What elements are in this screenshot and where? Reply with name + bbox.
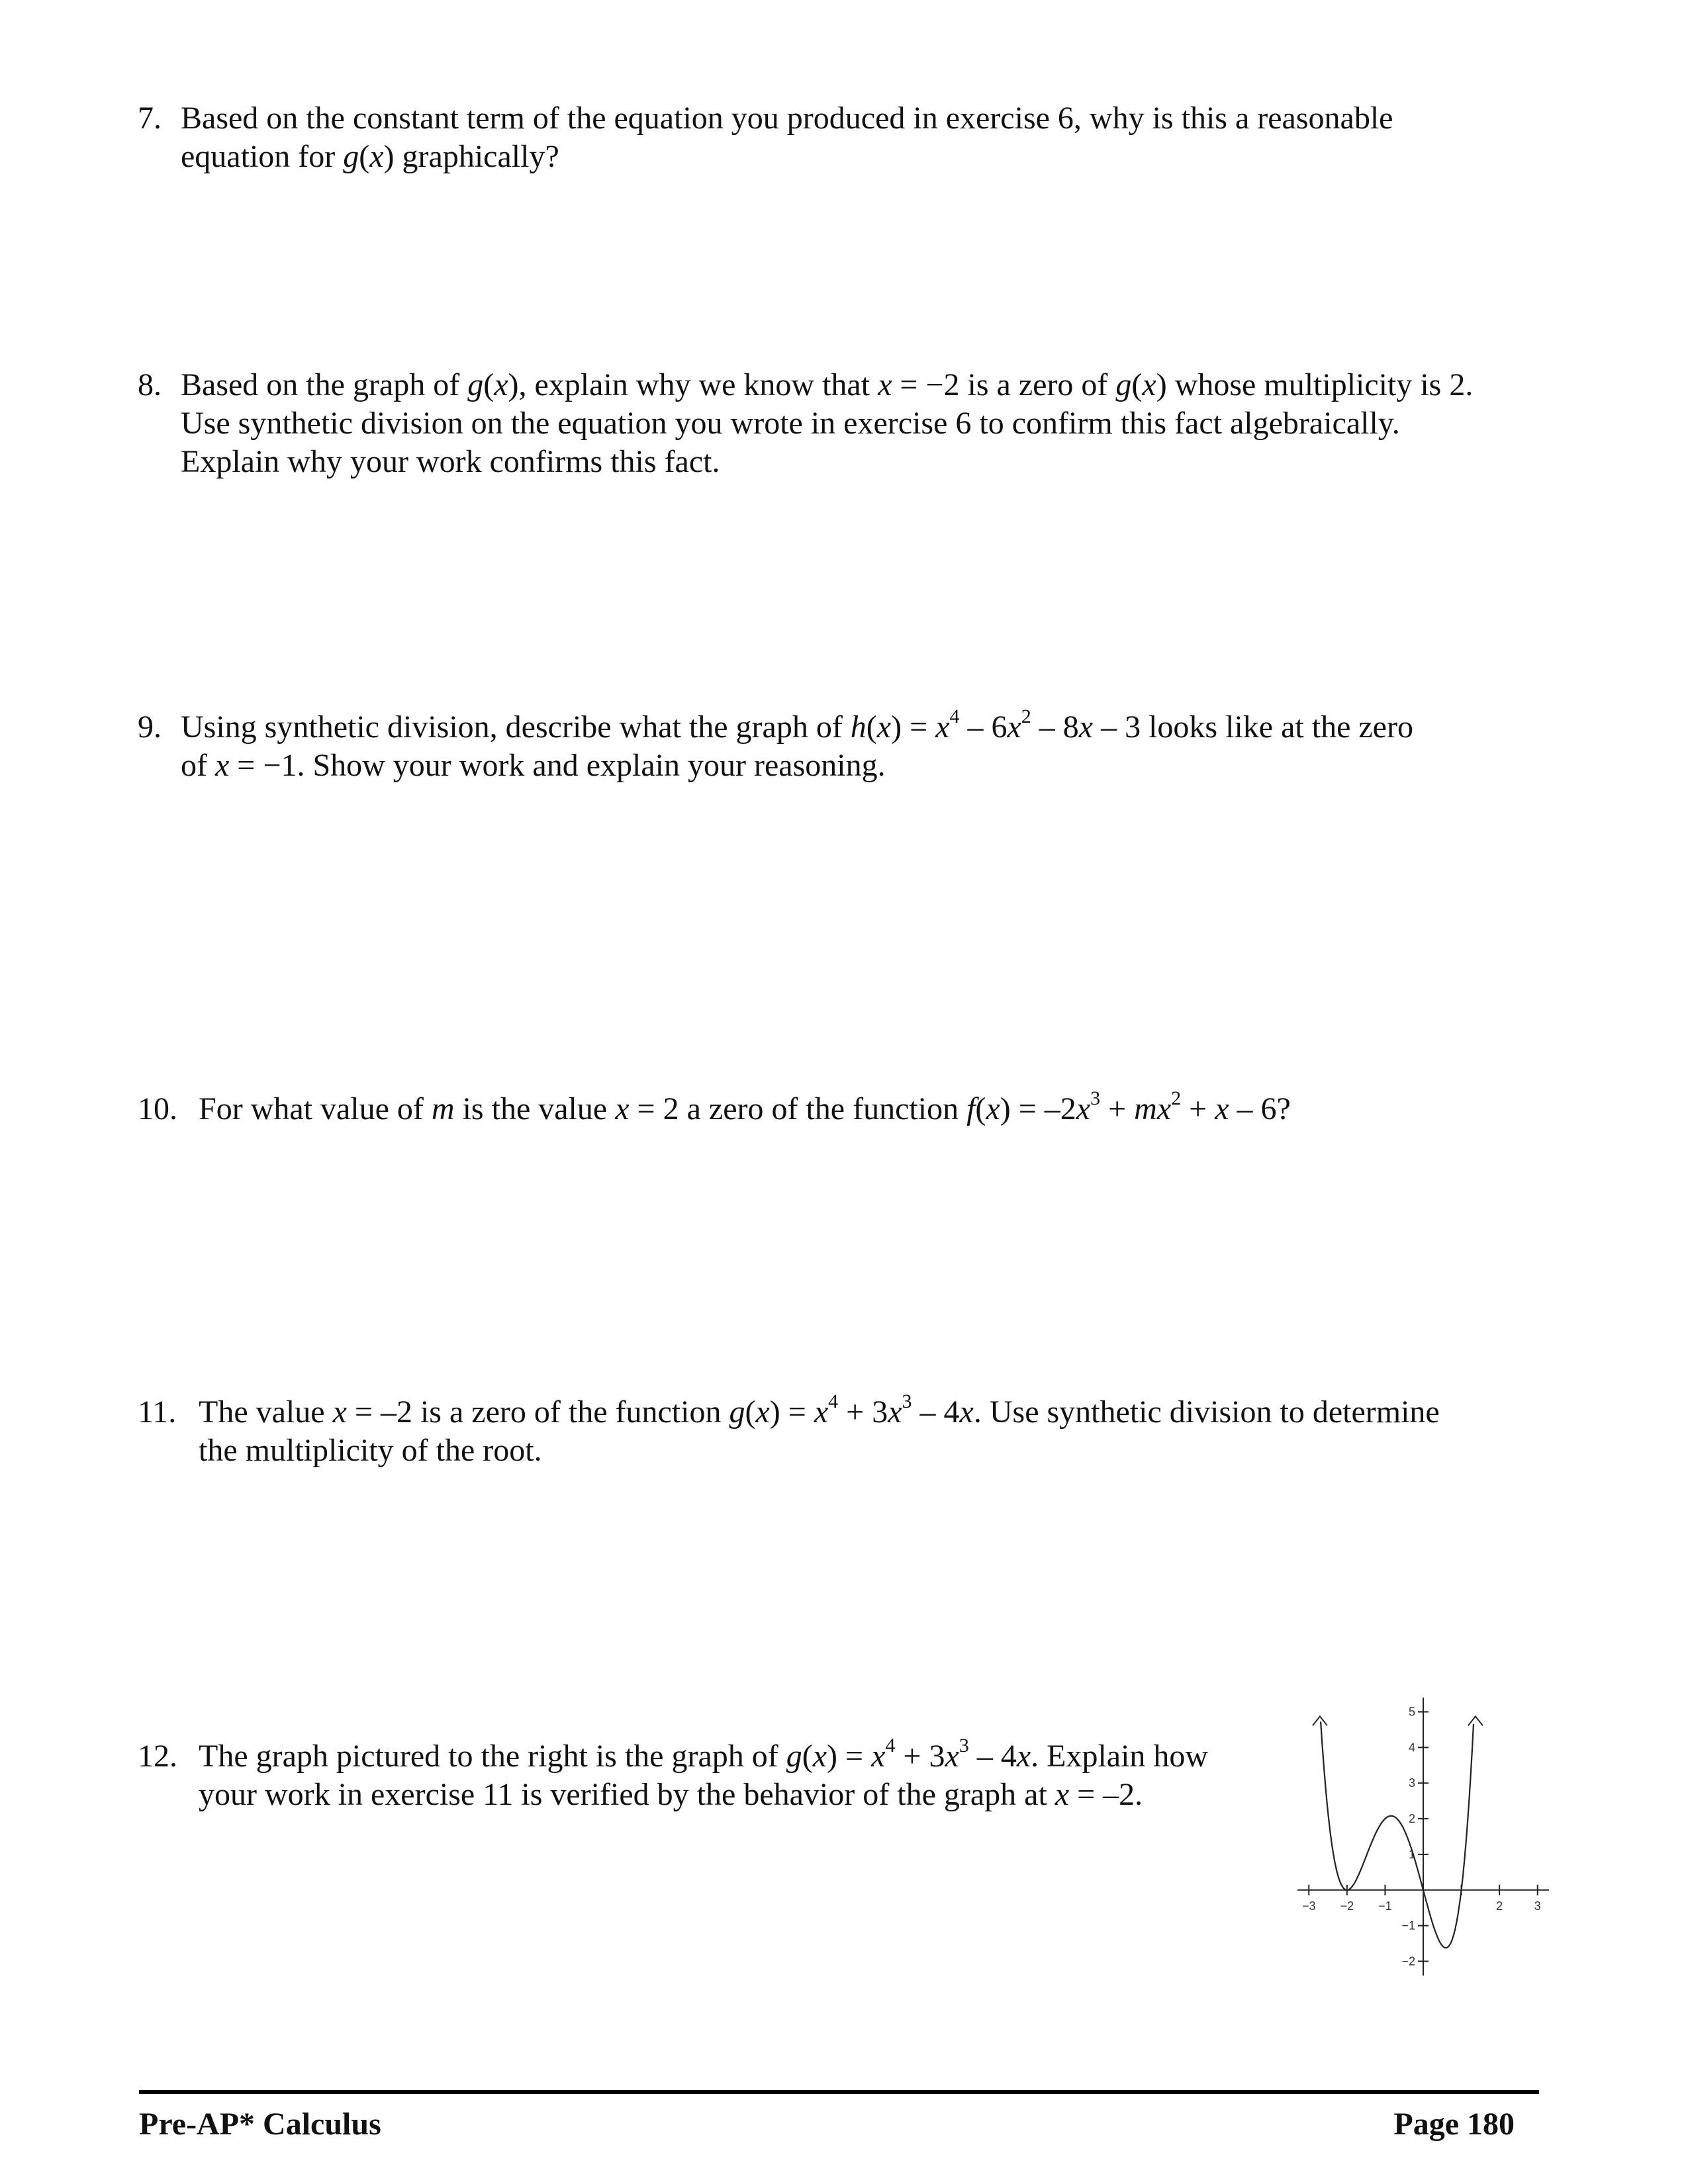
question-text-line: Using synthetic division, describe what the graph of $h(x) = x^4 - 6x^2 - 8x - 3$ looks like at the zero: [181, 705, 1413, 745]
x-tick-label: −3: [1302, 1899, 1316, 1913]
y-tick-label: 5: [1408, 1705, 1415, 1719]
question-number: 8.: [138, 367, 162, 402]
arrowhead: [1313, 1716, 1327, 1725]
y-tick-label: 1: [1408, 1847, 1415, 1861]
y-tick-label: −1: [1401, 1919, 1415, 1933]
tick-labels: [1302, 1706, 1541, 1968]
footer-page-number: Page 180: [1393, 2107, 1515, 2142]
question-text-line: the multiplicity of the root.: [199, 1433, 542, 1468]
question-text-line: The value x = –2 is a zero of the function $g(x) = x^4 + 3x^3 - 4x$. Use synthetic division to determine: [199, 1390, 1440, 1430]
x-tick-label: 3: [1534, 1899, 1541, 1913]
question-number: 9.: [138, 709, 162, 745]
x-tick-label: 2: [1496, 1899, 1503, 1913]
footer-course-title: Pre-AP* Calculus: [139, 2107, 381, 2142]
question-number: 10.: [138, 1091, 177, 1126]
function-curve: [1321, 1721, 1474, 1948]
curve-arrows: [1313, 1716, 1483, 1725]
question-text-line: The graph pictured to the right is the graph of $g(x) = x^4 + 3x^3 - 4x$. Explain how: [199, 1735, 1209, 1774]
question-number: 12.: [138, 1739, 177, 1774]
question-text-line: your work in exercise 11 is verified by the behavior of the graph at x = –2.: [199, 1777, 1143, 1812]
question-number: 11.: [138, 1394, 177, 1430]
function-graph: [1297, 1698, 1549, 1976]
y-tick-label: 4: [1408, 1741, 1415, 1754]
footer-rule: [139, 2090, 1539, 2094]
arrowhead: [1468, 1716, 1483, 1725]
x-tick-label: −1: [1378, 1899, 1392, 1913]
y-tick-label: −2: [1401, 1954, 1415, 1968]
y-tick-label: 3: [1408, 1776, 1415, 1790]
question-text-line: equation for g(x) graphically?: [181, 139, 559, 174]
question-text-line: Explain why your work confirms this fact.: [181, 444, 720, 479]
question-text-line: For what value of m is the value x = 2 a zero of the function $f(x) = -2x^3 + mx^2 + x - 6$?: [199, 1087, 1291, 1126]
y-tick-label: 2: [1408, 1812, 1415, 1826]
question-text-line: Based on the graph of g(x), explain why we know that x = −2 is a zero of g(x) whose multiplicity is 2.: [181, 367, 1474, 402]
x-tick-label: −2: [1340, 1899, 1354, 1913]
question-number: 7.: [138, 101, 162, 136]
question-text-line: Based on the constant term of the equation you produced in exercise 6, why is this a reasonable: [181, 101, 1393, 136]
question-text-line: Use synthetic division on the equation you wrote in exercise 6 to confirm this fact algebraically.: [181, 406, 1400, 441]
question-text-line: of x = −1. Show your work and explain your reasoning.: [181, 748, 886, 783]
